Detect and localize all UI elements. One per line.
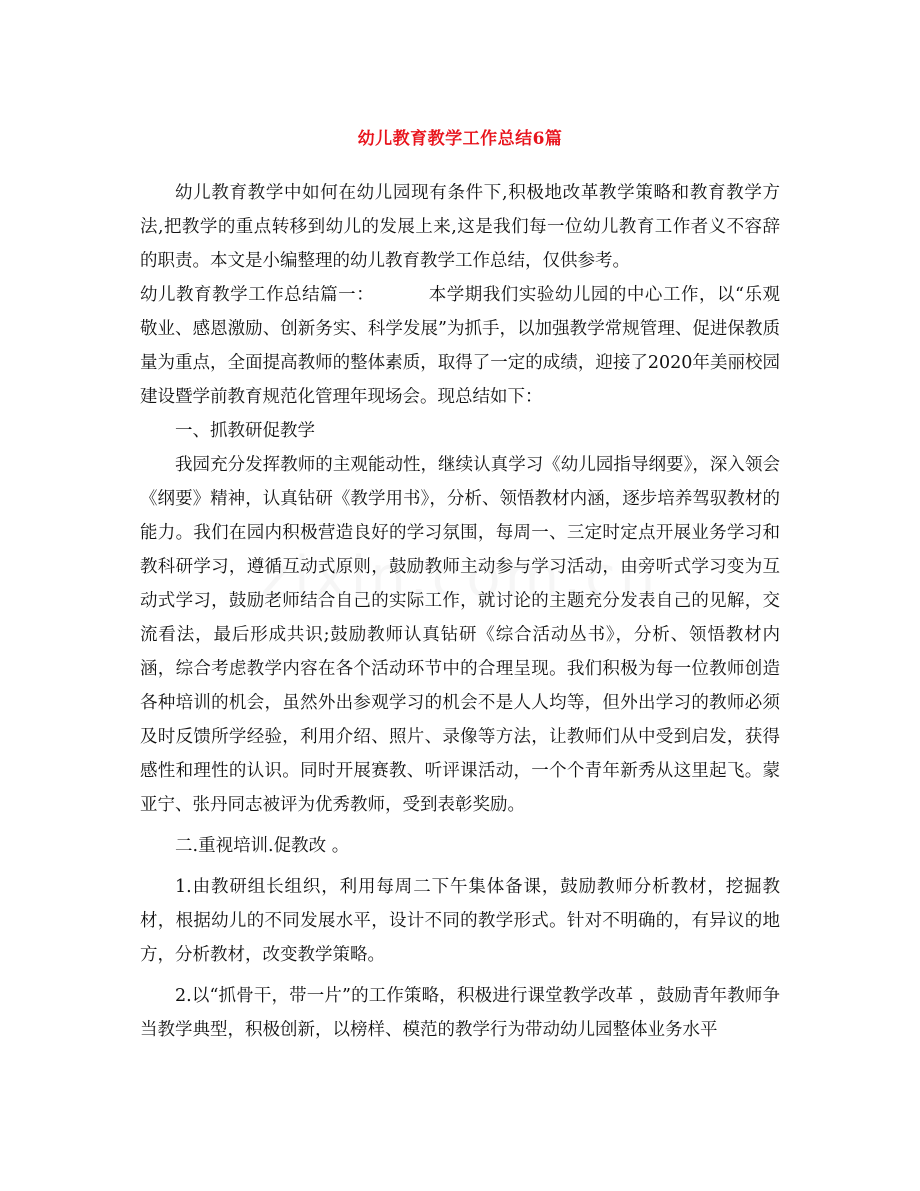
section-paragraph <box>140 278 780 414</box>
section-label: 幼儿教育教学工作总结篇一： <box>140 285 375 305</box>
paragraph-three: 2.以“抓骨干，带一片”的工作策略，积极进行课堂教学改革 ，鼓励青年教师争当教学典型，积极创新，以榜样、模范的教学行为带动幼儿园整体业务水平 <box>140 986 780 1040</box>
section-text: 本学期我们实验幼儿园的中心工作，以“乐观敬业、感恩激励、创新务实、科学发展”为抓手，以加强教学常规管理、促进保教质量为重点，全面提高教师的整体素质，取得了一定的成绩，迎接了2020年美丽校园建设暨学前教育规范化管理年现场会。现总结如下： <box>140 285 780 407</box>
intro-paragraph: 幼儿教育教学中如何在幼儿园现有条件下,积极地改革教学策略和教育教学方法,把教学的重点转移到幼儿的发展上来,这是我们每一位幼儿教育工作者义不容辞的职责。本文是小编整理的幼儿教育教学工作总结，仅供参考。 <box>140 183 780 271</box>
paragraph-one: 我园充分发挥教师的主观能动性，继续认真学习《幼儿园指导纲要》，深入领会《纲要》精神，认真钻研《教学用书》，分析、领悟教材内涵，逐步培养驾驭教材的能力。我们在园内积极营造良好的学习氛围，每周一、三定时定点开展业务学习和教科研学习，遵循互动式原则，鼓励教师主动参与学习活动，由旁听式学习变为互动式学习，鼓励老师结合自己的实际工作，就讨论的主题充分发表自己的见解，交流看法，最后形成共识;鼓励教师认真钻研《综合活动丛书》，分析、领悟教材内涵，综合考虑教学内容在各个活动环节中的合理呈现。我们积极为每一位教师创造各种培训的机会，虽然外出参观学习的机会不是人人均等，但外出学习的教师必须及时反馈所学经验，利用介绍、照片、录像等方法，让教师们从中受到启发，获得感性和理性的认识。同时开展赛教、听评课活动，一个个青年新秀从这里起飞。蒙亚宁、张丹同志被评为优秀教师，受到表彰奖励。 <box>140 455 780 815</box>
heading-one: 一、抓教研促教学 <box>175 421 315 441</box>
document-body <box>140 176 780 1047</box>
heading-two: 二.重视培训.促教改 。 <box>175 836 350 856</box>
document-title: 幼儿教育教学工作总结6篇 <box>357 129 563 149</box>
paragraph-two: 1.由教研组长组织，利用每周二下午集体备课，鼓励教师分析教材，挖掘教材，根据幼儿的不同发展水平，设计不同的教学形式。针对不明确的，有异议的地方，分析教材，改变教学策略。 <box>140 877 780 965</box>
